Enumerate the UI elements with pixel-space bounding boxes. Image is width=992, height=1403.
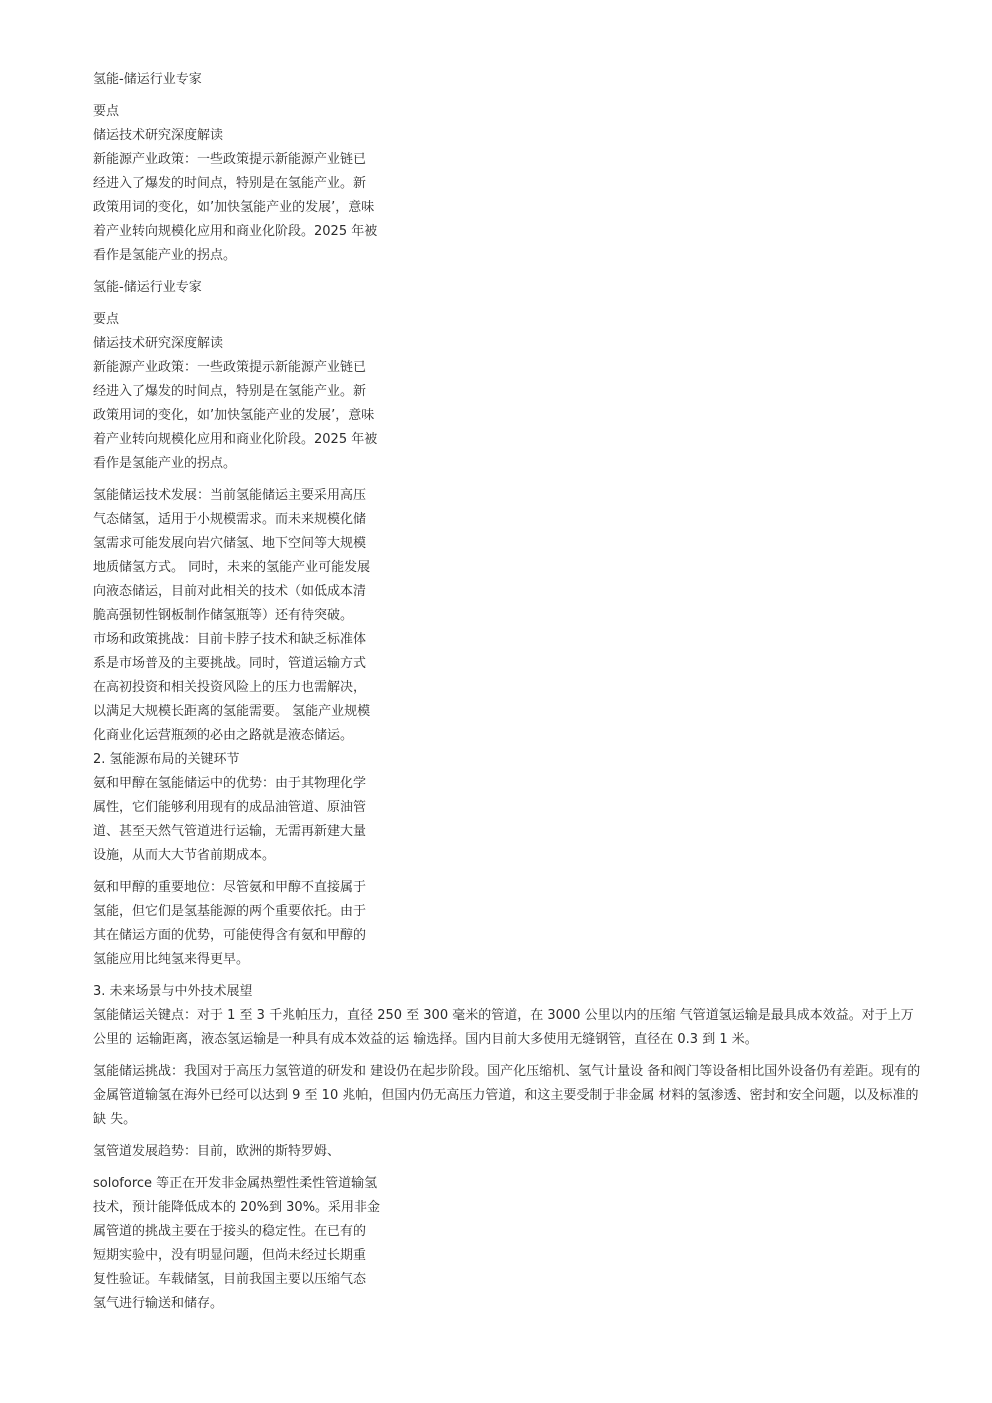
paragraph-line: 氢管道发展趋势：目前，欧洲的斯特罗姆、 (93, 1144, 341, 1159)
paragraph-line: 复性验证。车载储氢，目前我国主要以压缩气态 (93, 1272, 367, 1287)
paragraph-line: 脆高强韧性钢板制作储氢瓶等）还有待突破。 (93, 608, 354, 623)
paragraph-line: 经进入了爆发的时间点，特别是在氢能产业。新 (93, 176, 367, 191)
section-heading: 3. 未来场景与中外技术展望 (93, 984, 253, 999)
paragraph-line: 其在储运方面的优势，可能使得含有氨和甲醇的 (93, 928, 367, 943)
paragraph-line: 缺 失。 (93, 1112, 137, 1127)
paragraph-line: 短期实验中，没有明显问题，但尚未经过长期重 (93, 1248, 367, 1263)
paragraph-line: 看作是氢能产业的拐点。 (93, 456, 237, 471)
key-points-label: 要点 (93, 312, 120, 327)
document-page (93, 68, 943, 1316)
paragraph-line: 着产业转向规模化应用和商业化阶段。2025 年被 (93, 432, 378, 447)
paragraph-line: 在高初投资和相关投资风险上的压力也需解决， (93, 680, 367, 695)
paragraph-line: 以满足大规模长距离的氢能需要。 氢能产业规模 (93, 704, 371, 719)
key-points-label: 要点 (93, 104, 120, 119)
paragraph-line: 氢气进行输送和储存。 (93, 1296, 224, 1311)
paragraph-line: 金属管道输氢在海外已经可以达到 9 至 10 兆帕，但国内仍无高压力管道，和这主要受制于非金属 材料的氢渗透、密封和安全问题，以及标准的 (93, 1088, 919, 1103)
paragraph-line: 氨和甲醇在氢能储运中的优势：由于其物理化学 (93, 776, 367, 791)
paragraph-line: 道、甚至天然气管道进行运输，无需再新建大量 (93, 824, 367, 839)
paragraph-line: 设施，从而大大节省前期成本。 (93, 848, 276, 863)
paragraph-line: 化商业化运营瓶颈的必由之路就是液态储运。 (93, 728, 354, 743)
paragraph-line: 着产业转向规模化应用和商业化阶段。2025 年被 (93, 224, 378, 239)
paragraph-line: 新能源产业政策：一些政策提示新能源产业链已 (93, 360, 367, 375)
paragraph-line: 向液态储运，目前对此相关的技术（如低成本清 (93, 584, 367, 599)
paragraph-line: soloforce 等正在开发非金属热塑性柔性管道输氢 (93, 1176, 378, 1191)
paragraph-line: 属管道的挑战主要在于接头的稳定性。在已有的 (93, 1224, 367, 1239)
paragraph-line: 氢能，但它们是氢基能源的两个重要依托。由于 (93, 904, 367, 919)
paragraph-line: 氢能储运关键点：对于 1 至 3 千兆帕压力，直径 250 至 300 毫米的管道，在 3000 公里以内的压缩 气管道氢运输是最具成本效益。对于上万 (93, 1008, 914, 1023)
paragraph-line: 技术，预计能降低成本的 20%到 30%。采用非金 (93, 1200, 381, 1215)
paragraph-line: 地质储氢方式。 同时，未来的氢能产业可能发展 (93, 560, 371, 575)
section-subtitle: 储运技术研究深度解读 (93, 128, 224, 143)
paragraph-line: 政策用词的变化，如’加快氢能产业的发展’，意味 (93, 408, 375, 423)
doc-title: 氢能-储运行业专家 (93, 280, 202, 295)
paragraph-line: 市场和政策挑战：目前卡脖子技术和缺乏标准体 (93, 632, 367, 647)
paragraph-line: 公里的 运输距离，液态氢运输是一种具有成本效益的运 输选择。国内目前大多使用无缝钢管，直径在 0.3 到 1 米。 (93, 1032, 758, 1047)
paragraph-line: 属性，它们能够利用现有的成品油管道、原油管 (93, 800, 367, 815)
paragraph-line: 看作是氢能产业的拐点。 (93, 248, 237, 263)
paragraph-line: 新能源产业政策：一些政策提示新能源产业链已 (93, 152, 367, 167)
section-heading: 2. 氢能源布局的关键环节 (93, 752, 240, 767)
paragraph-line: 经进入了爆发的时间点，特别是在氢能产业。新 (93, 384, 367, 399)
paragraph-line: 氢能应用比纯氢来得更早。 (93, 952, 250, 967)
paragraph-line: 氢能储运技术发展：当前氢能储运主要采用高压 (93, 488, 367, 503)
paragraph-line: 系是市场普及的主要挑战。同时，管道运输方式 (93, 656, 367, 671)
section-subtitle: 储运技术研究深度解读 (93, 336, 224, 351)
paragraph-line: 氨和甲醇的重要地位：尽管氨和甲醇不直接属于 (93, 880, 367, 895)
paragraph-line: 氢能储运挑战：我国对于高压力氢管道的研发和 建设仍在起步阶段。国产化压缩机、氢气计量设 备和阀门等设备相比国外设备仍有差距。现有的 (93, 1064, 921, 1079)
paragraph-line: 氢需求可能发展向岩穴储氢、地下空间等大规模 (93, 536, 367, 551)
paragraph-line: 气态储氢，适用于小规模需求。而未来规模化储 (93, 512, 367, 527)
doc-title: 氢能-储运行业专家 (93, 72, 202, 87)
paragraph-line: 政策用词的变化，如’加快氢能产业的发展’，意味 (93, 200, 375, 215)
